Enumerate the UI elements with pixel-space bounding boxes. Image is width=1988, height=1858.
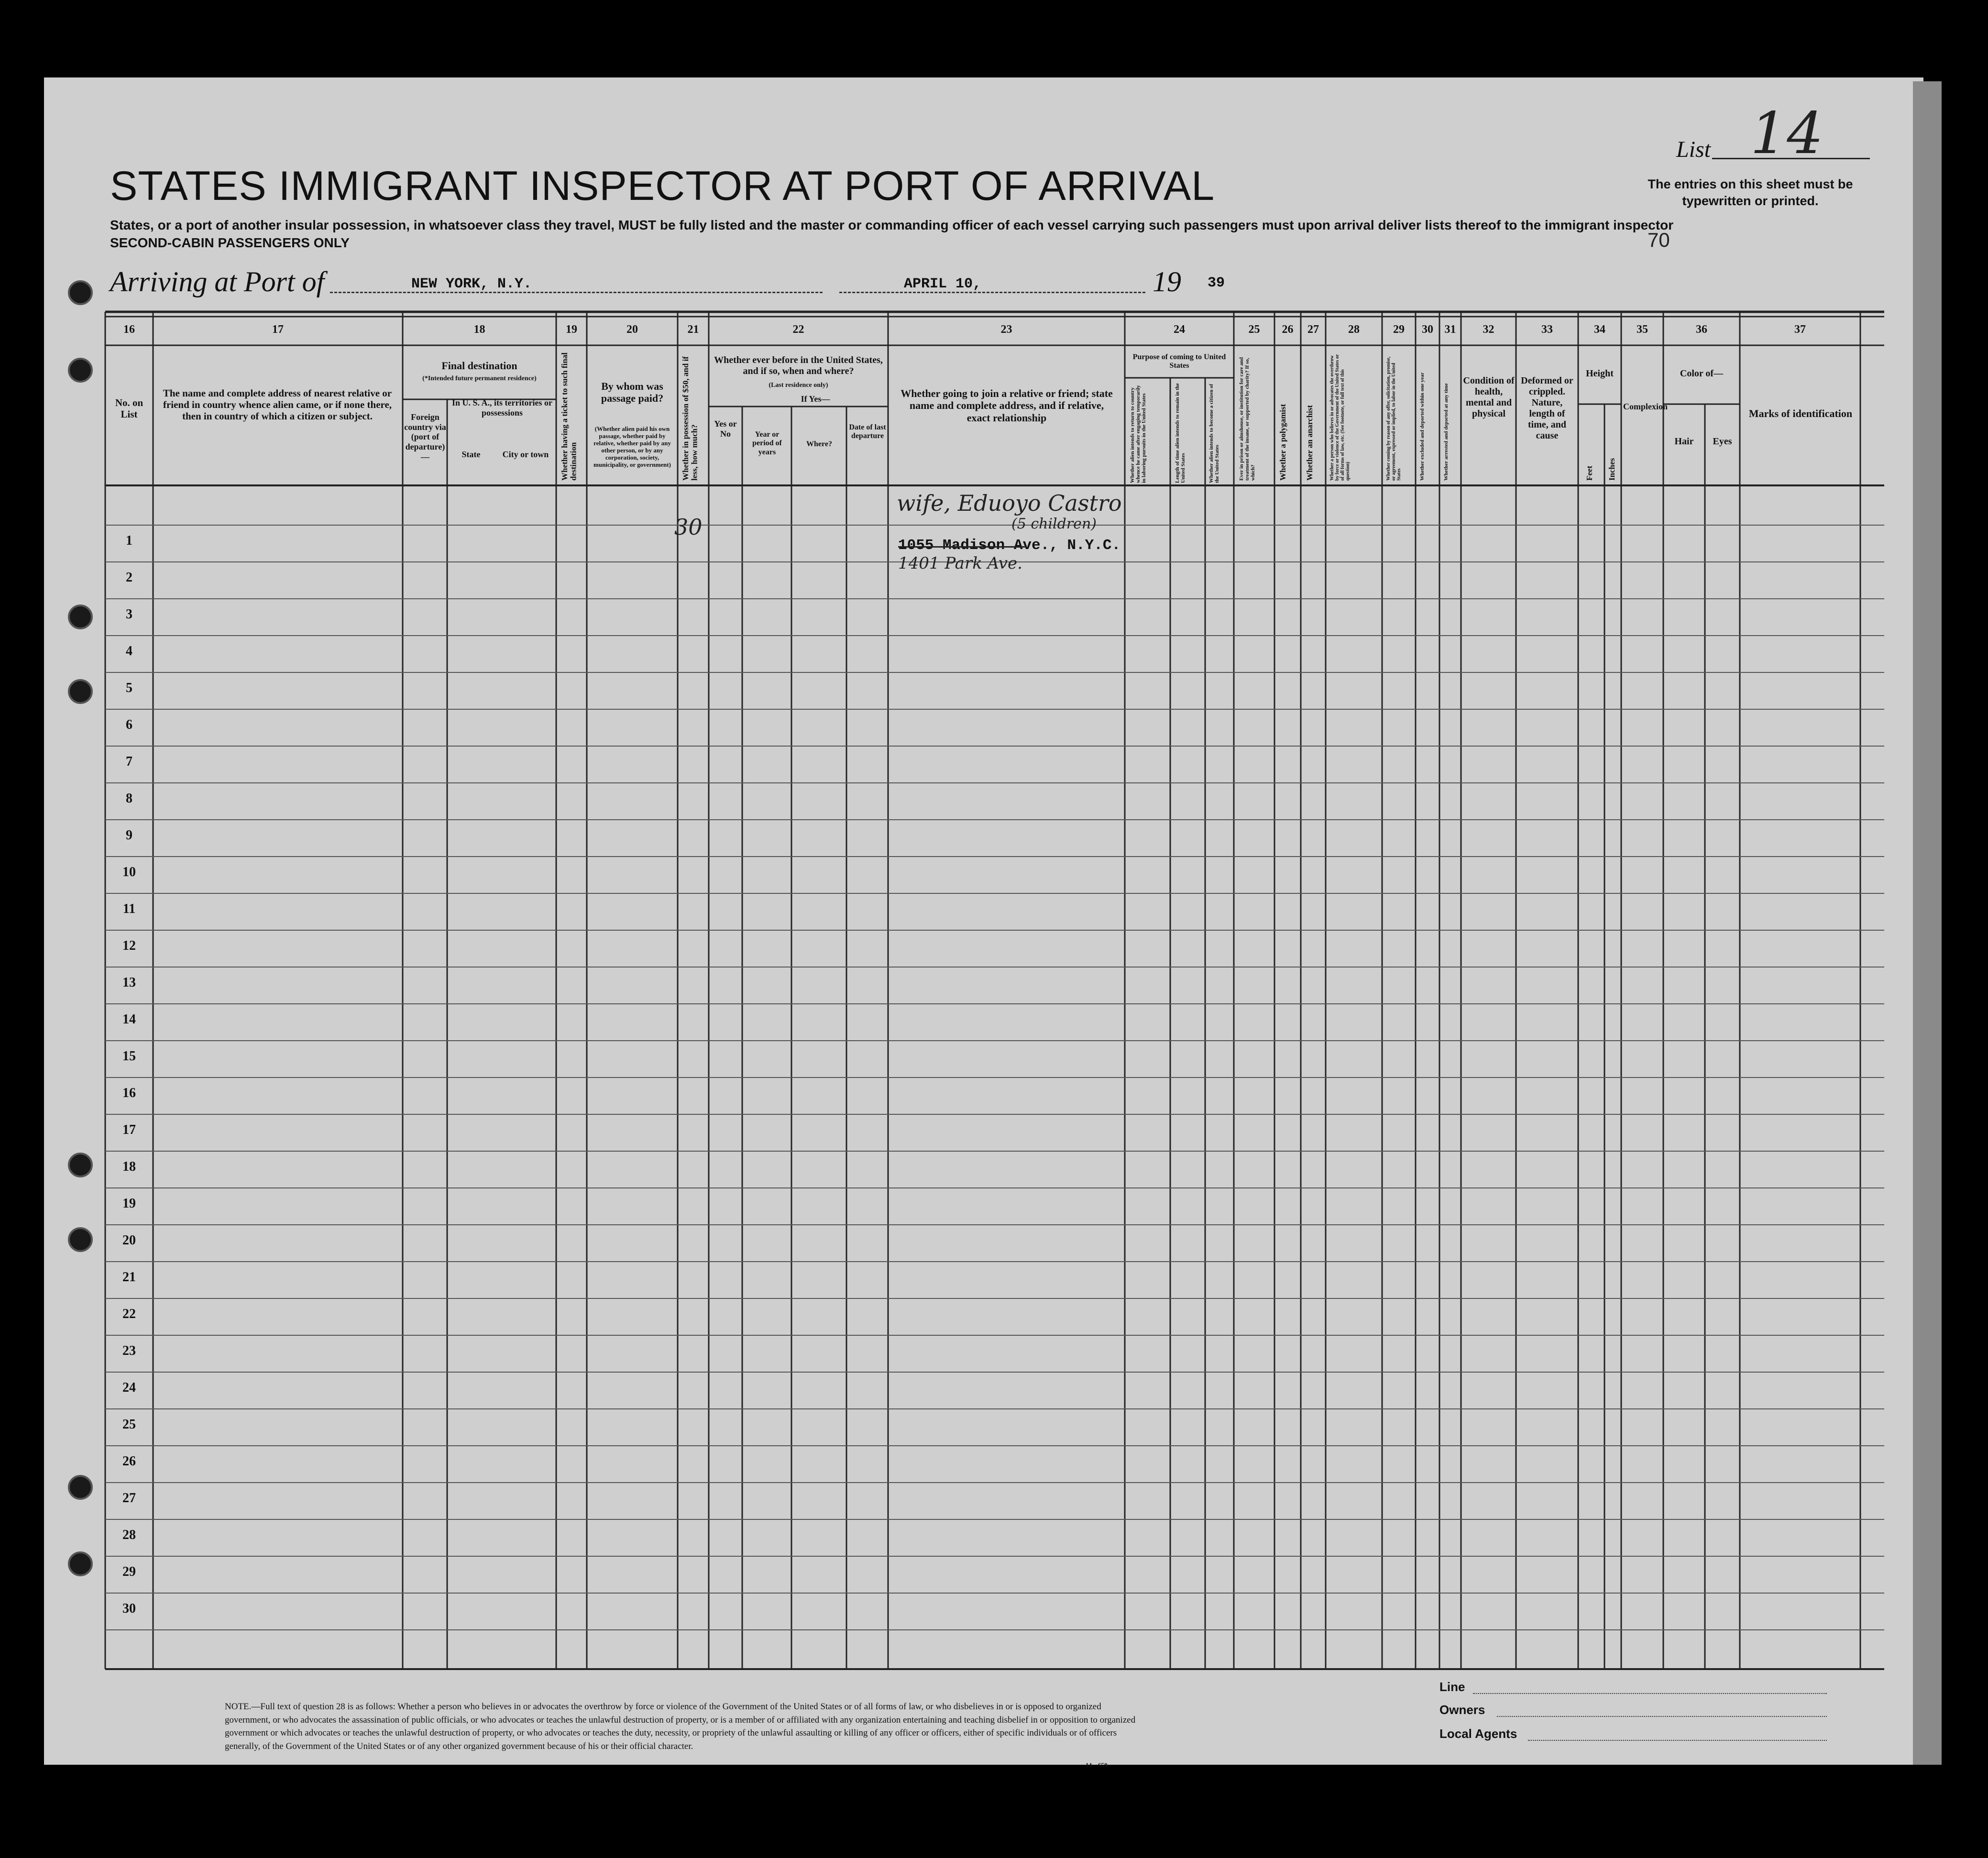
- header-before-us-note: (Last residence only): [769, 382, 828, 389]
- col-num: 31: [1444, 323, 1456, 336]
- row-number: 8: [126, 791, 132, 806]
- col-num: 34: [1594, 323, 1605, 336]
- row-number: 13: [122, 975, 136, 990]
- header-final-destination: Final destination: [441, 360, 517, 372]
- col-num: 27: [1307, 323, 1319, 336]
- row-number: 17: [122, 1122, 136, 1137]
- col-num: 23: [1000, 323, 1012, 336]
- header-arrested: Whether arrested and deported at any time: [1443, 383, 1449, 481]
- header-passage-paid: By whom was passage paid?: [601, 380, 664, 405]
- row-number: 5: [126, 681, 132, 695]
- agents-label: Local Agents: [1439, 1726, 1517, 1741]
- header-join-relative: Whether going to join a relative or friend; state name and complete address, and if relative, exact relationship: [901, 387, 1113, 424]
- header-condition: Condition of health, mental and physical: [1463, 375, 1515, 419]
- header-passage-note: (Whether alien paid his own passage, whether paid by relative, whether paid by any other person, or by any corporation, society, municipality, or government): [593, 425, 671, 468]
- row-number: 25: [122, 1417, 136, 1432]
- header-state: State: [461, 450, 481, 459]
- col-num: 30: [1422, 323, 1433, 336]
- col-num: 33: [1541, 323, 1553, 336]
- header-marks: Marks of identification: [1748, 407, 1853, 419]
- row-number: 28: [122, 1528, 136, 1542]
- col-num: 16: [123, 323, 135, 336]
- header-inches: Inches: [1607, 458, 1616, 481]
- header-deformed: Deformed or crippled. Nature, length of time, and cause: [1521, 375, 1573, 441]
- header-purpose-b: Length of time alien intends to remain in the United States: [1175, 383, 1186, 483]
- list-label: List: [1676, 137, 1711, 162]
- agents-underline: [1528, 1740, 1827, 1741]
- row1-join-note: (5 children): [1011, 516, 1097, 532]
- col-num: 18: [473, 323, 485, 336]
- col-num: 22: [792, 323, 804, 336]
- col-num: 36: [1696, 323, 1707, 336]
- row-number: 7: [126, 754, 132, 769]
- row-number: 15: [122, 1049, 136, 1064]
- list-number: 14: [1750, 100, 1823, 167]
- typewritten-instruction: The entries on this sheet must be typewritten or printed.: [1648, 177, 1853, 209]
- line-underline: [1473, 1693, 1827, 1694]
- row-number: 22: [122, 1307, 136, 1321]
- row-number: 16: [122, 1086, 136, 1100]
- col-num: 35: [1637, 323, 1648, 336]
- date-value: APRIL 10,: [904, 276, 982, 292]
- header-color-of: Color of—: [1680, 368, 1724, 379]
- header-where: Where?: [806, 440, 832, 448]
- row-number: 21: [122, 1270, 136, 1285]
- header-years: Year or period of years: [752, 430, 782, 456]
- header-in-usa: In U. S. A., its territories or possessions: [452, 398, 552, 418]
- header-anarchist: Whether an anarchist: [1305, 405, 1314, 481]
- row-number: 11: [122, 902, 136, 916]
- header-final-destination-note: (*Intended future permanent residence): [422, 375, 537, 382]
- year-suffix: 39: [1208, 275, 1225, 291]
- line-label: Line: [1439, 1680, 1465, 1694]
- class-line: SECOND-CABIN PASSENGERS ONLY: [110, 235, 350, 250]
- col-num: 20: [626, 323, 638, 336]
- header-if-yes: If Yes—: [801, 394, 830, 404]
- row-number: 29: [122, 1564, 136, 1579]
- header-hair: Hair: [1674, 436, 1694, 447]
- col-num: 17: [272, 323, 284, 336]
- sheet-number: 70: [1648, 229, 1670, 251]
- form-number: 14—650: [1086, 1761, 1108, 1769]
- row-number: 30: [122, 1601, 136, 1616]
- header-city: City or town: [502, 450, 549, 459]
- header-nearest-relative: The name and complete address of nearest relative or friend in country whence alien came, or if none there, then in country of which a citizen or subject.: [163, 387, 392, 422]
- col-num: 29: [1393, 323, 1405, 336]
- header-purpose: Purpose of coming to United States: [1132, 353, 1226, 370]
- row-number: 2: [126, 570, 132, 585]
- header-date-departure: Date of last departure: [849, 423, 886, 440]
- header-before-us: Whether ever before in the United States, and if so, when and where?: [714, 355, 883, 376]
- row1-money: 30: [674, 514, 703, 540]
- row-number: 23: [122, 1343, 136, 1358]
- col-num: 19: [566, 323, 577, 336]
- header-no-on-list: No. on List: [115, 397, 143, 420]
- row-number: 18: [122, 1159, 136, 1174]
- header-purpose-a: Whether alien intends to return to country whence he came after engaging temporarily in laboring pursuits in the United States: [1130, 385, 1147, 483]
- row1-join-handwritten: wife, Eduoyo Castro: [897, 490, 1122, 516]
- col-num: 25: [1248, 323, 1260, 336]
- col-num: 24: [1174, 323, 1185, 336]
- row-number: 6: [126, 717, 132, 732]
- row-number: 12: [122, 938, 136, 953]
- owners-underline: [1497, 1716, 1827, 1717]
- header-yes-no: Yes or No: [714, 419, 737, 439]
- header-complexion: Complexion: [1623, 402, 1668, 411]
- header-excluded: Whether excluded and deported within one year: [1419, 372, 1425, 481]
- footnote: NOTE.—Full text of question 28 is as follows: Whether a person who believes in or advocates the overthrow by force or violence of the Government of the United States or of all forms of law, or who disbelieves in or is opposed to organized government, or who advocates the assassination of public officials, or who advocates or teaches the unlawful destruction of property, or is a member of or affiliated with any organization entertaining and teaching disbelief in or opposition to organized government or which advocates or teaches the unlawful destruction of property, or who advocates or teaches the duty, necessity, or propriety of the unlawful assaulting or killing of any officer or officers, either of specific individuals or of officers generally, of the Government of the United States or of any other organized government because of his or their official character.: [225, 1702, 1136, 1751]
- row1-address-handwritten: 1401 Park Ave.: [898, 554, 1022, 573]
- col-num: 32: [1483, 323, 1494, 336]
- owners-label: Owners: [1439, 1703, 1485, 1717]
- row-number: 20: [122, 1233, 136, 1248]
- header-ticket: Whether having a ticket to such final destination: [560, 352, 578, 481]
- row-number: 10: [122, 865, 136, 880]
- header-height: Height: [1586, 368, 1614, 379]
- row-number: 3: [126, 607, 132, 622]
- row1-address-strike: [898, 546, 1025, 548]
- header-purpose-c: Whether alien intends to become a citizen of the United States: [1208, 384, 1220, 483]
- row-number: 26: [122, 1454, 136, 1469]
- row-number: 24: [122, 1380, 136, 1395]
- row-number: 19: [122, 1196, 136, 1211]
- subtitle: States, or a port of another insular possession, in whatsoever class they travel, MUST be fully listed and the master or commanding officer of each vessel carrying such passengers must upon arrival deliver lists thereof to the immigrant inspector: [110, 218, 1674, 232]
- arriving-label: Arriving at Port of: [110, 266, 325, 297]
- col-num: 28: [1348, 323, 1360, 336]
- year-prefix: 19: [1153, 266, 1181, 297]
- header-labor-offer: Whether coming by reason of any offer, solicitation, promise, or agreement, expressed or implied, to labor in the United States: [1386, 356, 1402, 481]
- row-number: 9: [126, 828, 132, 843]
- header-eyes: Eyes: [1713, 436, 1732, 447]
- row-number: 27: [122, 1491, 136, 1506]
- header-fifty-dollars: Whether in possession of $50, and if less, how much?: [681, 356, 699, 481]
- page-title: STATES IMMIGRANT INSPECTOR AT PORT OF ARRIVAL: [110, 163, 1215, 209]
- row-number: 14: [122, 1012, 136, 1027]
- header-feet: Feet: [1585, 465, 1594, 481]
- col-num: 21: [687, 323, 699, 336]
- header-prison: Ever in prison or almshouse, or institution for care and treatment of the insane, or supported by charity? If so, which?: [1239, 357, 1256, 481]
- header-overthrow: Whether a person who believes in or advocates the overthrow by force or violence of the Government of the United States or of all forms of law, etc. (See footnote, or full text of this question): [1329, 354, 1351, 481]
- row1-address-typed: 1055 Madison Ave., N.Y.C.: [898, 537, 1121, 554]
- col-num: 26: [1282, 323, 1294, 336]
- col-num: 37: [1794, 323, 1806, 336]
- row-number: 4: [126, 644, 132, 659]
- header-polygamist: Whether a polygamist: [1278, 404, 1287, 481]
- header-foreign-country: Foreign country via (port of departure)—: [404, 412, 446, 462]
- port-value: NEW YORK, N.Y.: [411, 276, 532, 292]
- row-number: 1: [126, 533, 132, 548]
